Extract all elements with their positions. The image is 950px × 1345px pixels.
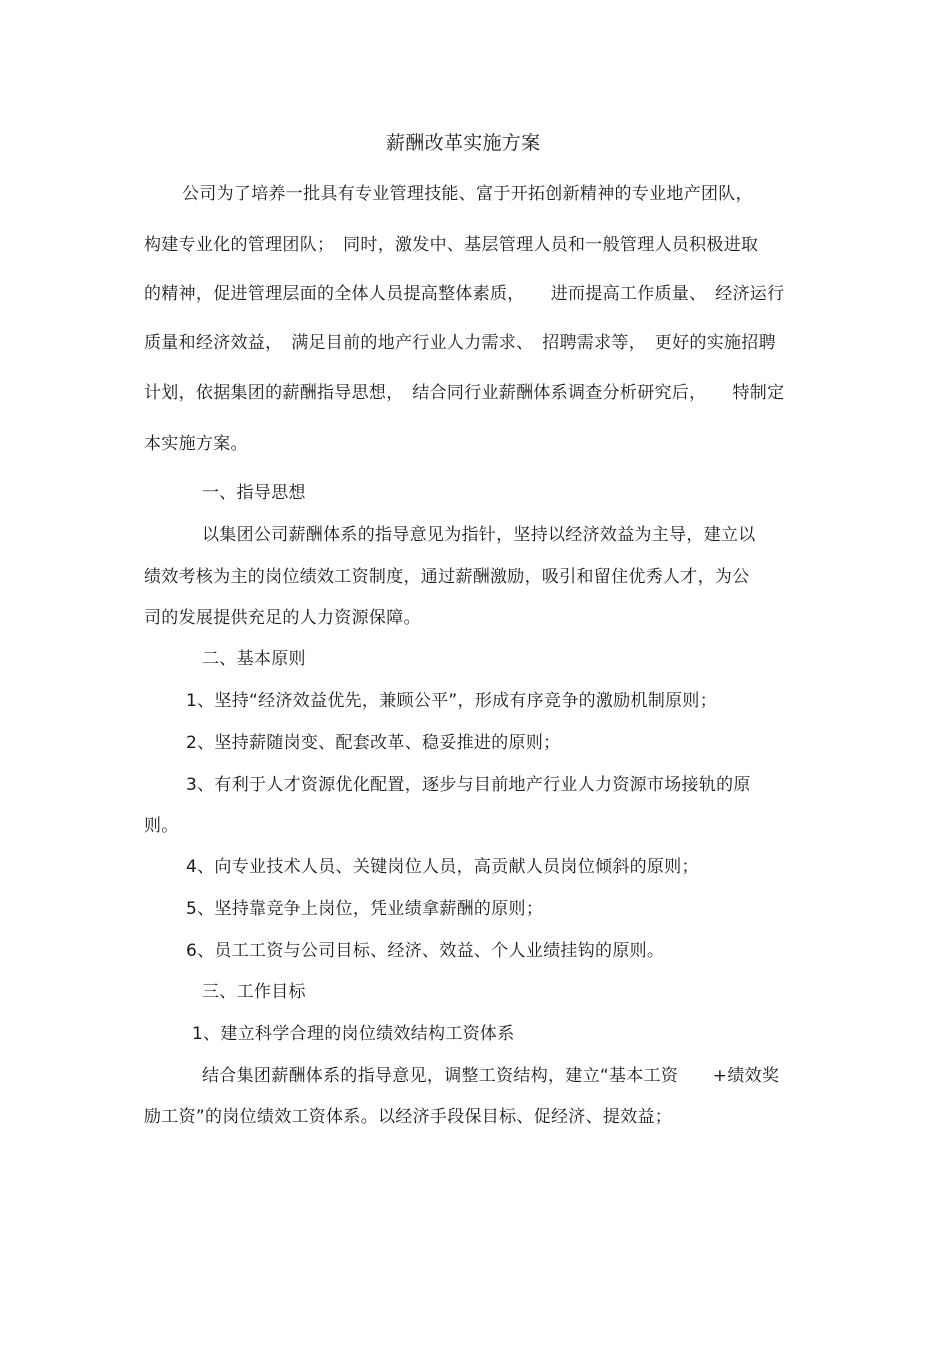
principle-item: 则。 <box>144 816 179 836</box>
intro-line: 质量和经济效益， 满足目前的地产行业人力需求、 招聘需求等， 更好的实施招聘 <box>144 333 776 353</box>
section1-line: 绩效考核为主的岗位绩效工资制度，通过薪酬激励，吸引和留住优秀人才，为公 <box>144 567 750 587</box>
section-heading-basic-principles: 二、基本原则 <box>202 649 306 669</box>
intro-line: 构建专业化的管理团队； 同时，激发中、基层管理人员和一般管理人员积极进取 <box>144 235 759 255</box>
principle-item: 5、坚持靠竞争上岗位，凭业绩拿薪酬的原则； <box>186 899 544 919</box>
principle-item: 4、向专业技术人员、关键岗位人员，高贡献人员岗位倾斜的原则； <box>186 857 699 877</box>
principle-item: 3、有利于人才资源优化配置，逐步与目前地产行业人力资源市场接轨的原 <box>186 775 751 795</box>
principle-item: 2、坚持薪随岗变、配套改革、稳妥推进的原则； <box>186 733 561 753</box>
section-heading-guiding-ideology: 一、指导思想 <box>202 483 306 503</box>
intro-line: 本实施方案。 <box>144 434 248 454</box>
section3-line: 励工资”的岗位绩效工资体系。以经济手段保目标、促经济、提效益； <box>144 1107 673 1127</box>
goal-subheading: 1、建立科学合理的岗位绩效结构工资体系 <box>192 1024 515 1044</box>
intro-line: 公司为了培养一批具有专业管理技能、富于开拓创新精神的专业地产团队， <box>182 184 753 204</box>
section-heading-work-goals: 三、工作目标 <box>202 982 306 1002</box>
intro-line: 计划，依据集团的薪酬指导思想， 结合同行业薪酬体系调查分析研究后， 特制定 <box>144 383 785 403</box>
section1-line: 以集团公司薪酬体系的指导意见为指针，坚持以经济效益为主导，建立以 <box>202 525 756 545</box>
section3-line: 结合集团薪酬体系的指导意见，调整工资结构，建立“基本工资 +绩效奖 <box>202 1066 780 1086</box>
document-title: 薪酬改革实施方案 <box>386 132 541 154</box>
section1-line: 司的发展提供充足的人力资源保障。 <box>144 608 421 628</box>
principle-item: 1、坚持“经济效益优先，兼顾公平”，形成有序竞争的激励机制原则； <box>186 691 718 711</box>
principle-item: 6、员工工资与公司目标、经济、效益、个人业绩挂钩的原则。 <box>186 941 665 961</box>
intro-line: 的精神，促进管理层面的全体人员提高整体素质， 进而提高工作质量、 经济运行 <box>144 284 785 304</box>
